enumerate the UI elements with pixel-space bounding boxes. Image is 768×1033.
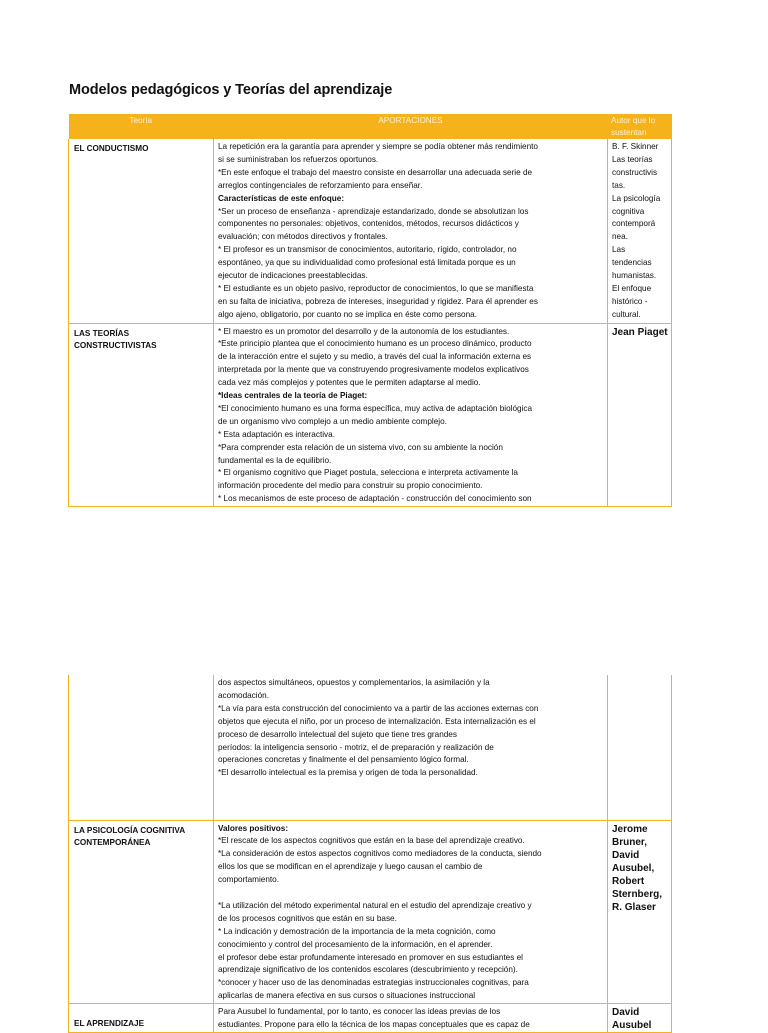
blank-line <box>218 887 604 900</box>
text-line: objetos que ejecuta el niño, por un proceso de internalización. Esta internalización es el <box>218 716 536 726</box>
text-line: * El organismo cognitivo que Piaget postula, selecciona e interpreta activamente la <box>218 468 518 478</box>
theory-cell: LA PSICOLOGÍA COGNITIVA CONTEMPORÁNEA <box>69 820 214 1004</box>
text-line: Para Ausubel lo fundamental, por lo tanto, es conocer las ideas previas de los <box>218 1007 501 1017</box>
theory-cell-empty <box>69 675 214 820</box>
text-line: espontáneo, ya que su individualidad como profesional está limitada porque es un <box>218 258 516 268</box>
author-line: David <box>612 849 640 861</box>
text-line: componentes no personales: objetivos, contenidos, métodos, recursos didácticos y <box>218 219 519 229</box>
author-line: Ausubel <box>612 1020 652 1032</box>
contributions-cell <box>214 820 608 1004</box>
author-line: Bruner, <box>612 836 648 848</box>
text-line: interpretada por la mente que va construyendo progresivamente modelos explicativos <box>218 365 529 375</box>
author-line: B. F. Skinner <box>612 142 659 151</box>
text-line: fundamental es la de equilibrio. <box>218 455 332 465</box>
author-line: David <box>612 1007 640 1019</box>
contributions-cell <box>214 675 608 820</box>
contributions-cell <box>214 139 608 323</box>
text-line: cada vez más complejos y potentes que le permiten adaptarse al medio. <box>218 378 481 388</box>
text-line: *Ideas centrales de la teoría de Piaget: <box>218 391 368 401</box>
author-line: contemporá <box>612 219 656 229</box>
header-authors: Autor que lo sustentan <box>608 114 672 139</box>
text-line: * El estudiante es un objeto pasivo, reproductor de conocimientos, lo que se manifiesta <box>218 283 534 293</box>
text-line: el profesor debe estar profundamente interesado en promover en sus estudiantes el <box>218 952 523 962</box>
author-line: cognitiva <box>612 206 645 216</box>
text-line: *El conocimiento humano es una forma específica, muy activa de adaptación biológica <box>218 403 533 413</box>
text-line: aplicarlas de manera efectiva en sus cursos o situaciones instruccional <box>218 991 476 1001</box>
text-line: * Los mecanismos de este proceso de adaptación - construcción del conocimiento son <box>218 494 532 504</box>
text-line: de un organismo vivo complejo a un medio ambiente complejo. <box>218 416 447 426</box>
text-line: *En este enfoque el trabajo del maestro consiste en desarrollar una adecuada serie de <box>218 167 533 177</box>
text-line: *La consideración de estos aspectos cognitivos como mediadores de la conducta, siendo <box>218 849 542 859</box>
authors-cell <box>608 820 672 1004</box>
header-contributions: APORTACIONES <box>214 114 608 139</box>
text-line: conocimiento y control del procesamiento de la información, en el aprender. <box>218 939 493 949</box>
text-line: *Este principio plantea que el conocimiento humano es un proceso dinámico, producto <box>218 339 532 349</box>
author-line: R. Glaser <box>612 901 656 913</box>
author-line: Sternberg, <box>612 888 663 900</box>
theory-cell: LAS TEORÍAS CONSTRUCTIVISTAS <box>69 323 214 507</box>
author-line: Las <box>612 245 626 255</box>
text-line: * Esta adaptación es interactiva. <box>218 429 335 439</box>
text-line: Características de este enfoque: <box>218 193 345 203</box>
authors-cell <box>608 323 672 507</box>
text-line: * El maestro es un promotor del desarrollo y de la autonomía de los estudiantes. <box>218 326 510 336</box>
text-line: estudiantes. Propone para ello la técnica de los mapas conceptuales que es capaz de <box>218 1020 530 1030</box>
theory-cell <box>69 1004 214 1033</box>
page-title: Modelos pedagógicos y Teorías del aprendizaje <box>69 82 393 98</box>
text-line: dos aspectos simultáneos, opuestos y complementarios, la asimilación y la <box>218 678 490 687</box>
text-line: ejecutor de indicaciones preestablecidas. <box>218 271 368 281</box>
text-line: *La vía para esta construcción del conocimiento va a partir de las acciones externas con <box>218 703 539 713</box>
author-line: El enfoque <box>612 283 652 293</box>
table-row <box>69 139 672 323</box>
author-line: cultural. <box>612 309 641 319</box>
author-line: Las teorías <box>612 154 653 164</box>
text-line: aprendizaje significativo de los contenidos escolares (descubrimiento y recepción). <box>218 965 518 975</box>
text-line: ellos los que se modifican en el aprendizaje y luego causan el cambio de <box>218 862 483 872</box>
author-line: Jean Piaget <box>612 326 668 338</box>
table-row <box>69 323 672 507</box>
authors-cell <box>608 139 672 323</box>
author-line: La psicología <box>612 193 661 203</box>
theories-table <box>68 114 672 507</box>
table-page-1-viewport <box>0 114 768 503</box>
author-line: Ausubel, <box>612 862 655 874</box>
text-line: acomodación. <box>218 690 269 700</box>
text-line: *La utilización del método experimental natural en el estudio del aprendizaje creativo y <box>218 900 532 910</box>
text-line: *conocer y hacer uso de las denominadas estrategias instruccionales cognitivas, para <box>218 978 529 988</box>
table-row <box>69 1004 672 1033</box>
text-line: evaluación; con métodos directivos y frontales. <box>218 232 388 242</box>
author-line: humanistas. <box>612 271 657 281</box>
text-line: *Para comprender esta relación de un sistema vivo, con su ambiente la noción <box>218 442 503 452</box>
text-line: comportamiento. <box>218 875 279 885</box>
table-header-row <box>69 114 672 139</box>
text-line: *Ser un proceso de enseñanza - aprendizaje estandarizado, donde se absolutizan los <box>218 206 529 216</box>
authors-cell <box>608 1004 672 1033</box>
text-line: períodos: la inteligencia sensorio - motriz, el de preparación y realización de <box>218 742 494 752</box>
theory-cell: EL CONDUCTISMO <box>69 139 214 323</box>
text-line: arreglos contingenciales de reforzamiento para enseñar. <box>218 180 423 190</box>
text-line: *El rescate de los aspectos cognitivos que están en la base del aprendizaje creativo. <box>218 836 525 846</box>
authors-cell-empty <box>608 675 672 820</box>
theories-table-continued <box>68 675 672 1033</box>
author-line: nea. <box>612 232 628 242</box>
author-line: Jerome <box>612 823 648 835</box>
theory-label: EL APRENDIZAJE <box>74 1019 145 1029</box>
text-line: si se suministraban los refuerzos oportunos. <box>218 154 379 164</box>
text-line: de los procesos cognitivos que están en su base. <box>218 913 397 923</box>
text-line: La repetición era la garantía para aprender y siempre se podía obtener más rendimiento <box>218 142 538 151</box>
author-line: Robert <box>612 875 645 887</box>
text-line: * El profesor es un transmisor de conocimientos, autoritario, rígido, controlador, no <box>218 245 517 255</box>
contributions-cell <box>214 323 608 507</box>
author-line: tas. <box>612 180 626 190</box>
text-line: * La indicación y demostración de la importancia de la meta cognición, como <box>218 926 496 936</box>
text-line: *El desarrollo intelectual es la premisa y origen de toda la personalidad. <box>218 768 478 778</box>
text-line: en su falta de iniciativa, pobreza de intereses, inseguridad y rigidez. Para él aprender es <box>218 296 538 306</box>
header-theory: Teoría <box>69 114 214 139</box>
text-line: de la interacción entre el sujeto y su medio, a través del cual la información externa es <box>218 352 532 362</box>
text-line: Valores positivos: <box>218 823 289 833</box>
author-line: constructivis <box>612 167 658 177</box>
table-page-2-viewport <box>0 675 768 1032</box>
text-line: proceso de desarrollo intelectual del sujeto que tiene tres grandes <box>218 729 457 739</box>
text-line: información procedente del medio para construir su propio conocimiento. <box>218 481 483 491</box>
table-row <box>69 820 672 1004</box>
table-row <box>69 675 672 820</box>
author-line: histórico - <box>612 296 648 306</box>
text-line: algo ajeno, obligatorio, por cuanto no se implica en éste como persona. <box>218 309 477 319</box>
author-line: tendencias <box>612 258 652 268</box>
text-line: operaciones concretas y finalmente el del pensamiento lógico formal. <box>218 755 469 765</box>
contributions-cell <box>214 1004 608 1033</box>
